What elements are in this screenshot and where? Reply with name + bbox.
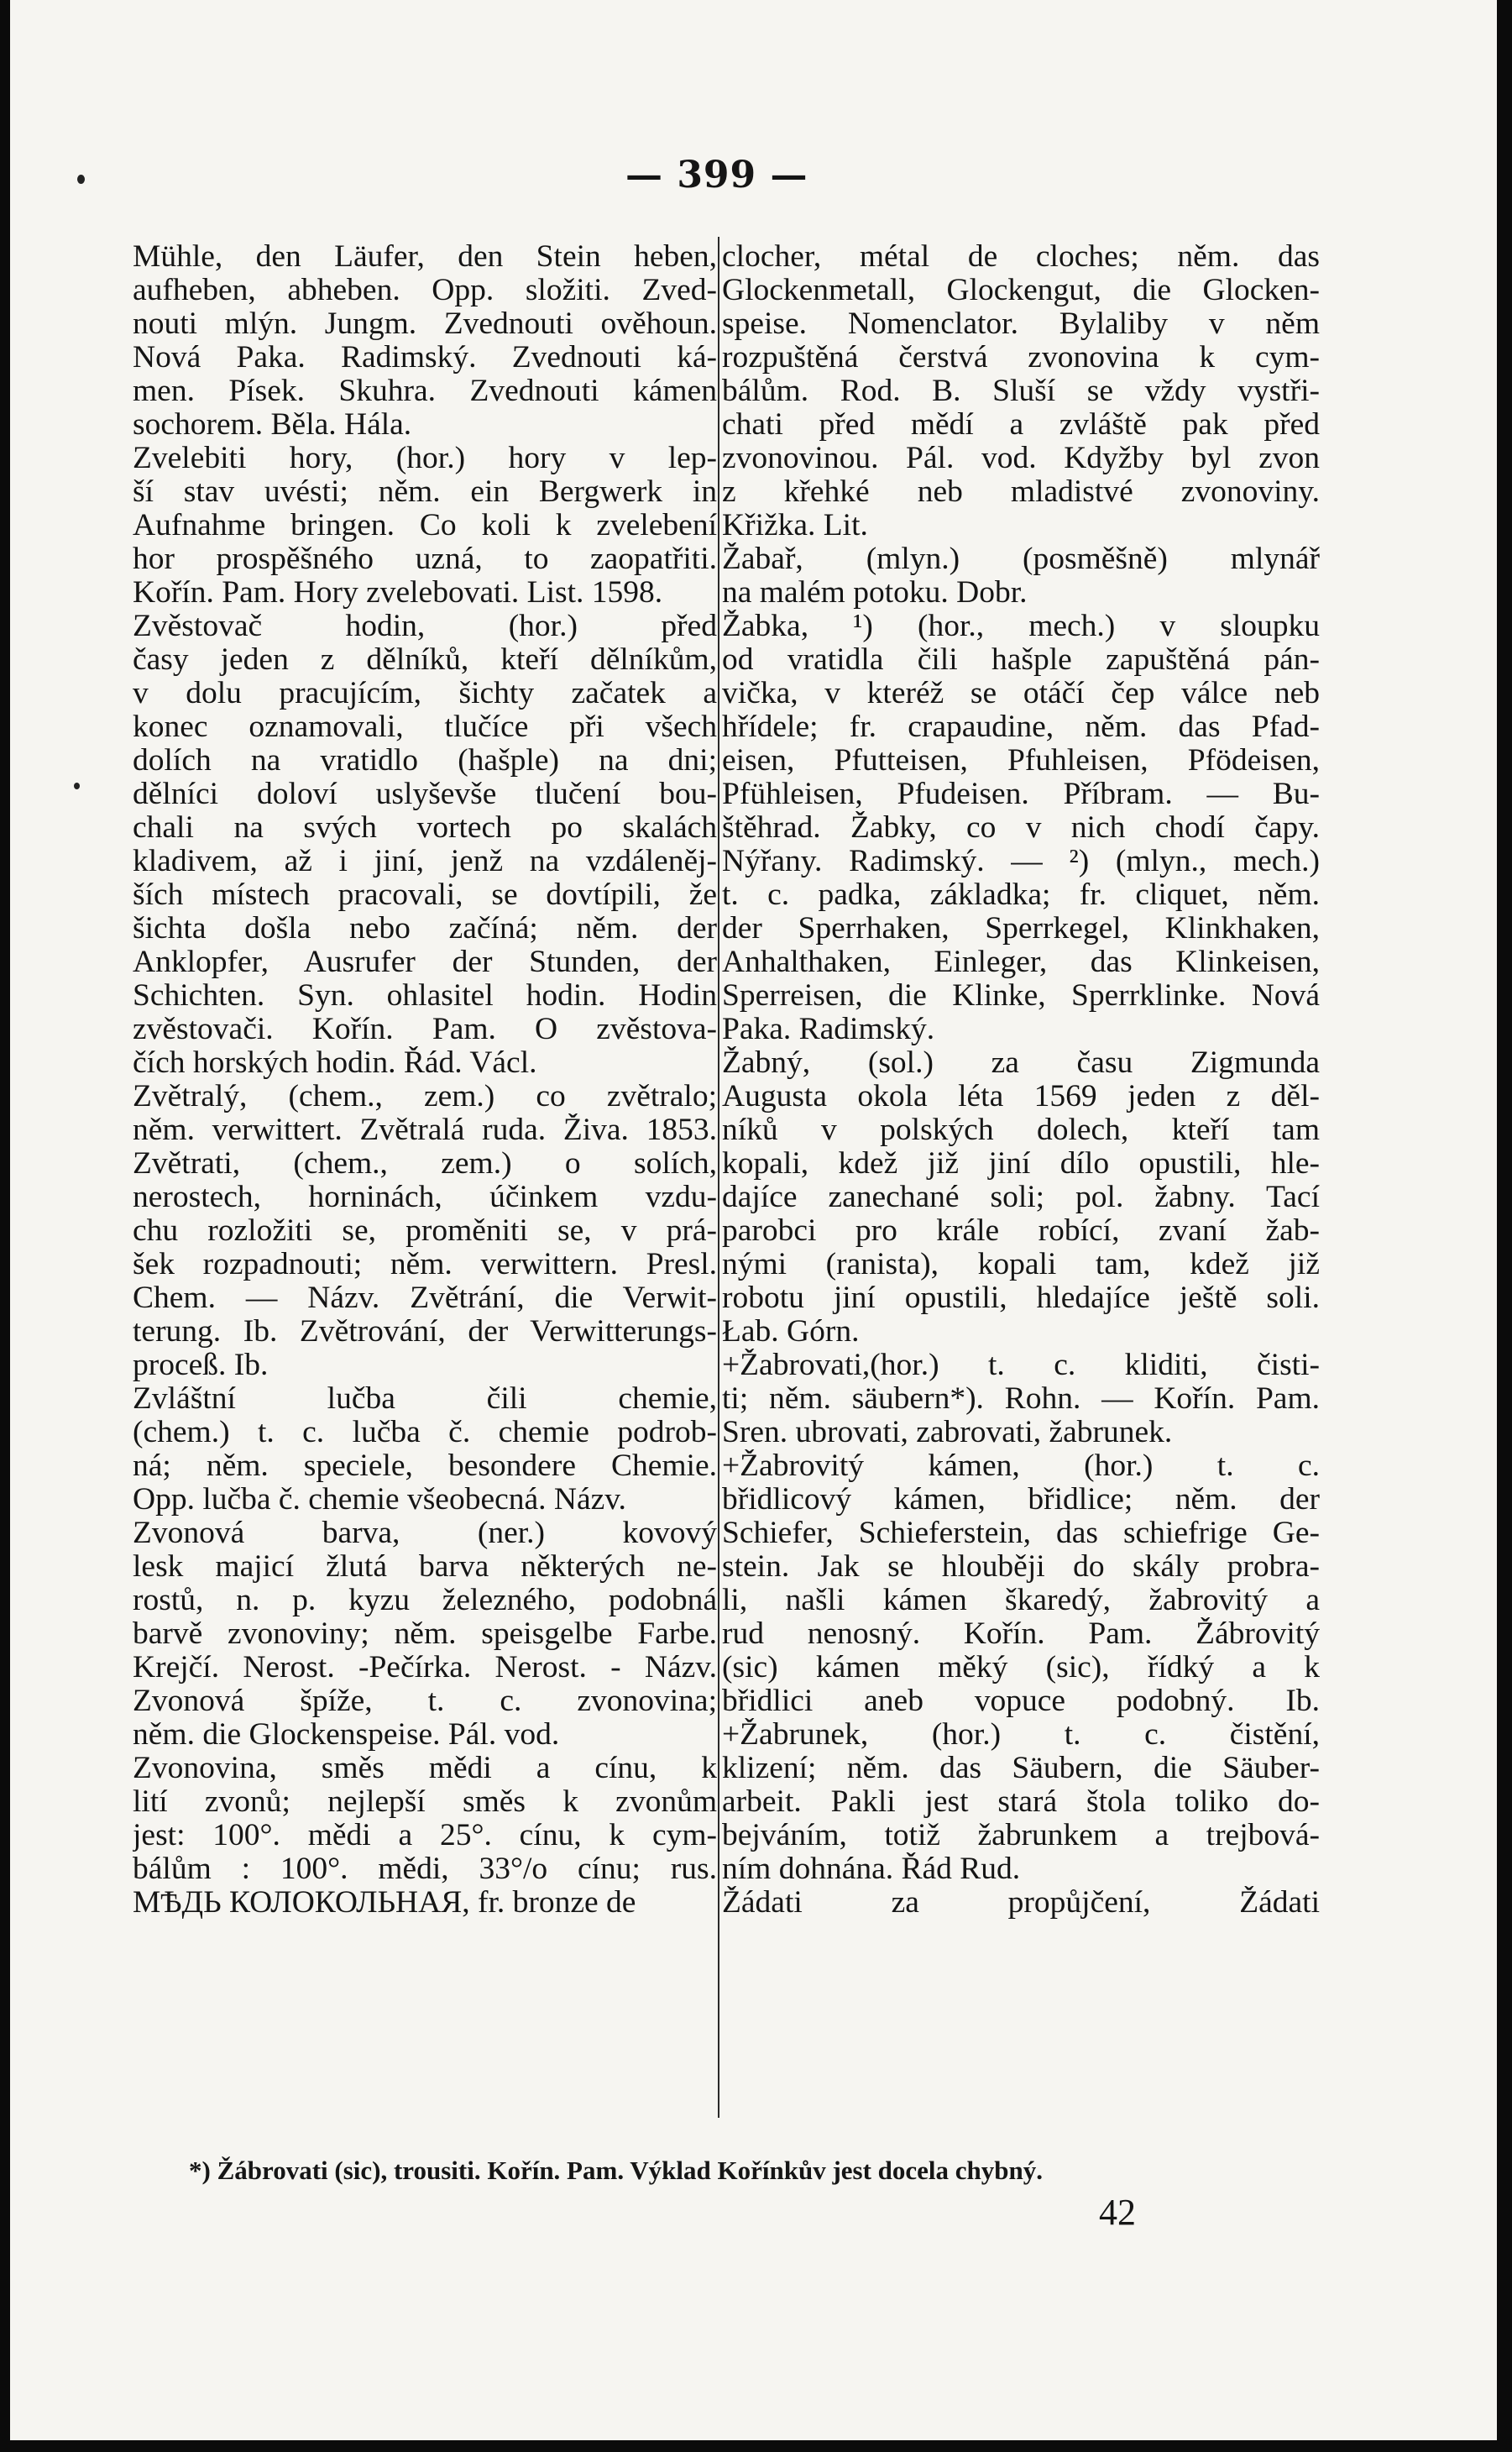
left-column-line: Zvětrati, (chem., zem.) o solích, xyxy=(133,1147,717,1181)
left-column-line: dělníci doloví uslyševše tlučení bou- xyxy=(133,778,717,811)
right-column-line: Křižka. Lit. xyxy=(722,509,868,542)
right-column-line: Nýřany. Radimský. — ²) (mlyn., mech.) xyxy=(722,845,1320,878)
right-column-line: zvonovinou. Pál. vod. Kdyžby byl zvon xyxy=(722,442,1320,475)
right-column-line: břidlicový kámen, břidlice; něm. der xyxy=(722,1483,1320,1517)
right-column-line: arbeit. Pakli jest stará štola toliko do- xyxy=(722,1785,1320,1819)
right-column-line: štěhrad. Žabky, co v nich chodí čapy. xyxy=(722,811,1320,845)
left-column-line: Zvonová špíže, t. c. zvonovina; xyxy=(133,1684,717,1718)
left-column-line: men. Písek. Skuhra. Zvednouti kámen xyxy=(133,375,717,408)
left-column-line: Mühle, den Läufer, den Stein heben, xyxy=(133,240,717,274)
left-column-line: Nová Paka. Radimský. Zvednouti ká- xyxy=(133,341,717,375)
right-column-line: Žabař, (mlyn.) (posměšně) mlynář xyxy=(722,542,1320,576)
right-column-line: Anhalthaken, Einleger, das Klinkeisen, xyxy=(722,946,1320,979)
scan-edge-right xyxy=(1497,0,1512,2452)
left-column-line: (chem.) t. c. lučba č. chemie podrob- xyxy=(133,1416,717,1449)
left-column-line: barvě zvonoviny; něm. speisgelbe Farbe. xyxy=(133,1617,717,1651)
left-column-line: sochorem. Běla. Hála. xyxy=(133,408,412,442)
left-column-line: Zvelebiti hory, (hor.) hory v lep- xyxy=(133,442,717,475)
right-column-line: hřídele; fr. crapaudine, něm. das Pfad- xyxy=(722,710,1320,744)
left-column-line: lití zvonů; nejlepší směs k zvonům xyxy=(133,1785,717,1819)
left-column-line: něm. verwittert. Zvětralá ruda. Živa. 1853. xyxy=(133,1113,717,1147)
right-column-line: vička, v kteréž se otáčí čep válce neb xyxy=(722,677,1320,710)
right-column-line: ním dohnána. Řád Rud. xyxy=(722,1852,1021,1886)
right-column-line: t. c. padka, základka; fr. cliquet, něm. xyxy=(722,878,1320,912)
left-column-line: chu rozložiti se, proměniti se, v prá- xyxy=(133,1214,717,1248)
left-column-line: šichta došla nebo začíná; něm. der xyxy=(133,912,717,946)
right-column xyxy=(722,240,1320,1920)
footnote: *) Žábrovati (sic), trousiti. Kořín. Pam. Výklad Kořínkův jest docela chybný. xyxy=(189,2156,1044,2185)
right-column-line: Žádati za propůjčení, Žádati xyxy=(722,1886,1320,1920)
right-column-line: rud nenosný. Kořín. Pam. Žábrovitý xyxy=(722,1617,1320,1651)
left-column-line: zvěstovači. Kořín. Pam. O zvěstova- xyxy=(133,1013,717,1046)
left-column-line: Zvětralý, (chem., zem.) co zvětralo; xyxy=(133,1080,717,1113)
right-column-line: Schiefer, Schieferstein, das schiefrige Ge- xyxy=(722,1517,1320,1550)
left-column-line: konec oznamovali, tlučíce při všech xyxy=(133,710,717,744)
left-column-line: lesk majicí žlutá barva některých ne- xyxy=(133,1550,717,1584)
sheet-number: 42 xyxy=(1099,2192,1136,2233)
right-column-line: li, našli kámen škaredý, žabrovitý a xyxy=(722,1584,1320,1617)
left-column-line: aufheben, abheben. Opp. složiti. Zved- xyxy=(133,274,717,307)
left-column-line: dolích na vratidlo (hašple) na dni; xyxy=(133,744,717,778)
left-column-line: bálům : 100°. mědi, 33°/o cínu; rus. xyxy=(133,1852,717,1886)
left-column-line: nerostech, horninách, účinkem vzdu- xyxy=(133,1181,717,1214)
left-column-line: Chem. — Názv. Zvětrání, die Verwit- xyxy=(133,1281,717,1315)
right-column-line: der Sperrhaken, Sperrkegel, Klinkhaken, xyxy=(722,912,1320,946)
right-column-line: +Žabrunek, (hor.) t. c. čistění, xyxy=(722,1718,1320,1752)
right-column-line: od vratidla čili hašple zapuštěná pán- xyxy=(722,643,1320,677)
right-column-line: Paka. Radimský. xyxy=(722,1013,935,1046)
column-divider xyxy=(718,237,719,2118)
right-column-line: z křehké neb mladistvé zvonoviny. xyxy=(722,475,1320,509)
left-column-line: Zvláštní lučba čili chemie, xyxy=(133,1382,717,1416)
right-column-line: nými (ranista), kopali tam, kdež již xyxy=(722,1248,1320,1281)
left-column-line: Opp. lučba č. chemie všeobecná. Názv. xyxy=(133,1483,626,1517)
left-column-line: rostů, n. p. kyzu železného, podobná xyxy=(133,1584,717,1617)
left-column-line: jest: 100°. mědi a 25°. cínu, k cym- xyxy=(133,1819,717,1852)
right-column-line: klizení; něm. das Säubern, die Säuber- xyxy=(722,1752,1320,1785)
left-column xyxy=(133,240,717,1920)
right-column-line: chati před mědí a zvláště pak před xyxy=(722,408,1320,442)
left-column-line: nouti mlýn. Jungm. Zvednouti ověhoun. xyxy=(133,307,717,341)
left-column-line: kladivem, až i jiní, jenž na vzdáleněj- xyxy=(133,845,717,878)
right-column-line: kopali, kdež již jiní dílo opustili, hle- xyxy=(722,1147,1320,1181)
left-column-line: Anklopfer, Ausrufer der Stunden, der xyxy=(133,946,717,979)
left-column-line: Schichten. Syn. ohlasitel hodin. Hodin xyxy=(133,979,717,1013)
left-column-line: něm. die Glockenspeise. Pál. vod. xyxy=(133,1718,560,1752)
left-column-line: čích horských hodin. Řád. Václ. xyxy=(133,1046,537,1080)
right-column-line: Sren. ubrovati, zabrovati, žabrunek. xyxy=(722,1416,1173,1449)
scan-edge-left xyxy=(0,0,10,2452)
left-column-line: Zvonovina, směs mědi a cínu, k xyxy=(133,1752,717,1785)
left-column-line: proceß. Ib. xyxy=(133,1349,269,1382)
right-column-line: dajíce zanechané soli; pol. žabny. Tací xyxy=(722,1181,1320,1214)
left-column-line: časy jeden z dělníků, kteří dělníkům, xyxy=(133,643,717,677)
scan-edge-bottom xyxy=(0,2440,1512,2452)
right-column-line: +Žabrovitý kámen, (hor.) t. c. xyxy=(722,1449,1320,1483)
left-column-line: Kořín. Pam. Hory zvelebovati. List. 1598. xyxy=(133,576,663,610)
right-column-line: parobci pro krále robící, zvaní žab- xyxy=(722,1214,1320,1248)
right-column-line: Augusta okola léta 1569 jeden z děl- xyxy=(722,1080,1320,1113)
page-number: — 399 — xyxy=(625,154,808,196)
right-column-line: břidlici aneb vopuce podobný. Ib. xyxy=(722,1684,1320,1718)
right-column-line: Žabka, ¹) (hor., mech.) v sloupku xyxy=(722,610,1320,643)
left-column-line: v dolu pracujícím, šichty začatek a xyxy=(133,677,717,710)
left-column-line: ších místech pracovali, se dovtípili, že xyxy=(133,878,717,912)
right-column-line: rozpuštěná čerstvá zvonovina k cym- xyxy=(722,341,1320,375)
left-column-line: МѢДЬ КОЛОКОЛЬНАЯ, fr. bronze de xyxy=(133,1886,636,1920)
right-column-line: clocher, métal de cloches; něm. das xyxy=(722,240,1320,274)
left-column-line: chali na svých vortech po skalách xyxy=(133,811,717,845)
right-column-line: Łab. Górn. xyxy=(722,1315,860,1349)
left-column-line: šek rozpadnouti; něm. verwittern. Presl. xyxy=(133,1248,717,1281)
left-column-line: Krejčí. Nerost. -Pečírka. Nerost. - Názv. xyxy=(133,1651,717,1684)
right-column-line: bálům. Rod. B. Sluší se vždy vystři- xyxy=(722,375,1320,408)
right-column-line: speise. Nomenclator. Bylaliby v něm xyxy=(722,307,1320,341)
right-column-line: bejváním, totiž žabrunkem a trejbová- xyxy=(722,1819,1320,1852)
right-column-line: eisen, Pfutteisen, Pfuhleisen, Pfödeisen, xyxy=(722,744,1320,778)
right-column-line: ti; něm. säubern*). Rohn. — Kořín. Pam. xyxy=(722,1382,1320,1416)
right-column-line: stein. Jak se hlouběji do skály probra- xyxy=(722,1550,1320,1584)
right-column-line: Pfühleisen, Pfudeisen. Příbram. — Bu- xyxy=(722,778,1320,811)
right-column-line: robotu jiní opustili, hledajíce ještě soli. xyxy=(722,1281,1320,1315)
right-column-line: (sic) kámen měký (sic), řídký a k xyxy=(722,1651,1320,1684)
left-column-line: Aufnahme bringen. Co koli k zvelebení xyxy=(133,509,717,542)
left-column-line: ší stav uvésti; něm. ein Bergwerk in xyxy=(133,475,717,509)
left-column-line: hor prospěšného uzná, to zaopatřiti. xyxy=(133,542,717,576)
left-column-line: ná; něm. speciele, besondere Chemie. xyxy=(133,1449,717,1483)
right-column-line: +Žabrovati,(hor.) t. c. kliditi, čisti- xyxy=(722,1349,1320,1382)
left-column-line: Zvonová barva, (ner.) kovový xyxy=(133,1517,717,1550)
ink-speck xyxy=(74,783,80,789)
right-column-line: Žabný, (sol.) za času Zigmunda xyxy=(722,1046,1320,1080)
left-column-line: terung. Ib. Zvětrování, der Verwitterungs- xyxy=(133,1315,717,1349)
right-column-line: níků v polských dolech, kteří tam xyxy=(722,1113,1320,1147)
left-column-line: Zvěstovač hodin, (hor.) před xyxy=(133,610,717,643)
right-column-line: Glockenmetall, Glockengut, die Glocken- xyxy=(722,274,1320,307)
right-column-line: na malém potoku. Dobr. xyxy=(722,576,1028,610)
right-column-line: Sperreisen, die Klinke, Sperrklinke. Nová xyxy=(722,979,1320,1013)
ink-speck xyxy=(77,175,85,184)
